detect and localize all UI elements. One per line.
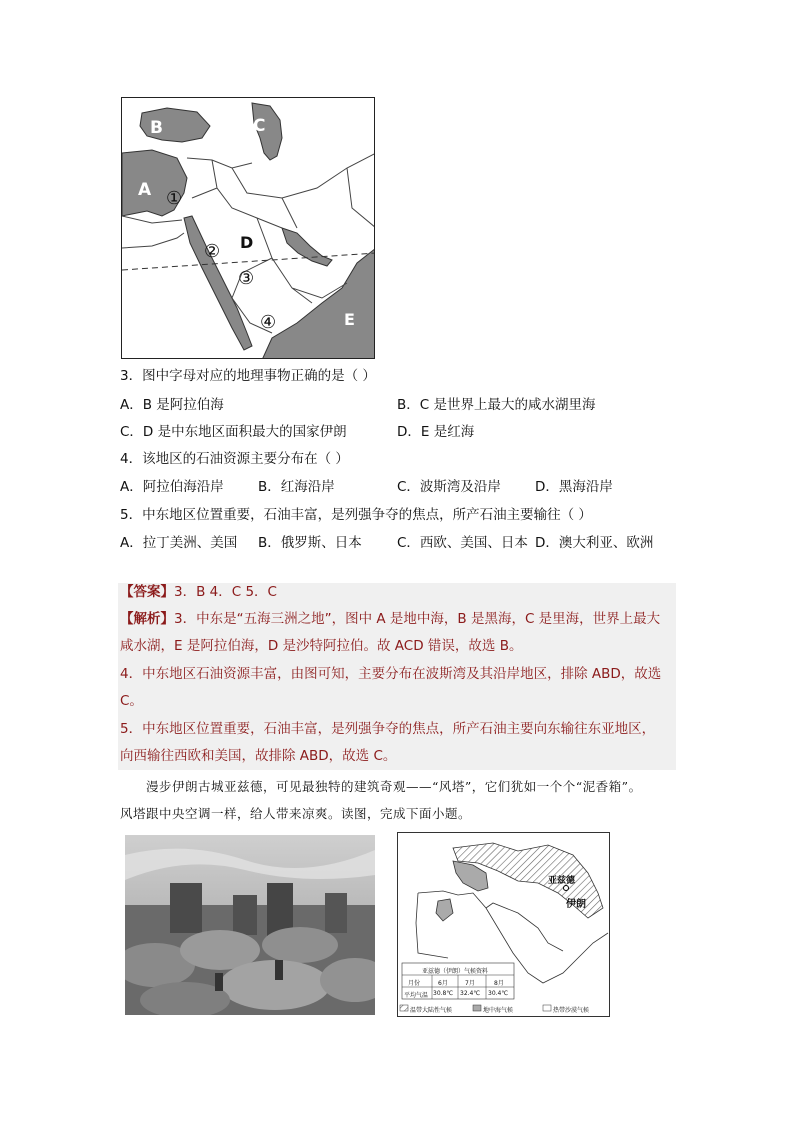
q5-stem: 5．中东地区位置重要，石油丰富，是列强争夺的焦点，所产石油主要输往（ ） (120, 507, 592, 523)
map-label-a: A (138, 180, 152, 200)
map-label-b: B (150, 118, 163, 138)
map-marker-2: ② (204, 241, 221, 262)
q3-option-b: B．C 是世界上最大的咸水湖里海 (397, 397, 596, 413)
q3-stem: 3．图中字母对应的地理事物正确的是（ ） (120, 368, 376, 384)
analysis-line-4: C。 (120, 693, 143, 709)
q4-option-d: D．黑海沿岸 (535, 479, 613, 495)
analysis-label: 【解析】 (120, 611, 174, 627)
q5-option-d: D．澳大利亚、欧洲 (535, 535, 654, 551)
map-marker-3: ③ (238, 268, 255, 289)
table-cell-jun: 6月 (438, 980, 448, 987)
analysis-line-5: 5．中东地区位置重要，石油丰富，是列强争夺的焦点，所产石油主要向东输往东亚地区， (120, 721, 656, 737)
passage-line-2: 风塔跟中央空调一样，给人带来凉爽。读图，完成下面小题。 (120, 806, 472, 821)
analysis-line-2: 咸水湖，E 是阿拉伯海，D 是沙特阿拉伯。故 ACD 错误，故选 B。 (120, 638, 523, 654)
table-cell-aug: 8月 (494, 980, 504, 987)
climate-map (397, 832, 610, 1017)
q3-option-d: D．E 是红海 (397, 424, 475, 440)
analysis-line-3: 4．中东地区石油资源丰富，由图可知，主要分布在波斯湾及其沿岸地区，排除 ABD，故选 (120, 666, 662, 682)
table-cell-jul-temp: 32.4℃ (460, 990, 481, 997)
answer-text: 3．B 4．C 5．C (174, 584, 277, 600)
table-cell-avg-temp: 平均气温 (404, 992, 429, 999)
q4-option-c: C．波斯湾及沿岸 (397, 479, 501, 495)
legend-mediterranean: 地中海气候 (483, 1007, 514, 1014)
analysis-text-1: 3．中东是“五海三洲之地”，图中 A 是地中海，B 是黑海，C 是里海，世界上最大 (174, 611, 661, 627)
passage-line-1: 漫步伊朗古城亚兹德，可见最独特的建筑奇观——“风塔”，它们犹如一个个“泥香箱”。 (146, 779, 642, 794)
q3-option-c: C．D 是中东地区面积最大的国家伊朗 (120, 424, 347, 440)
legend-temperate-continental: 温带大陆性气候 (410, 1007, 453, 1014)
table-cell-jul: 7月 (465, 980, 475, 987)
table-cell-jun-temp: 30.8℃ (433, 990, 454, 997)
q5-option-a: A．拉丁美洲、美国 (120, 535, 238, 551)
q4-option-a: A．阿拉伯海沿岸 (120, 479, 224, 495)
map-marker-1: ① (166, 188, 183, 209)
analysis-line-6: 向西输往西欧和美国，故排除 ABD，故选 C。 (120, 748, 397, 764)
q4-stem: 4．该地区的石油资源主要分布在（ ） (120, 451, 349, 467)
climate-table-title: 亚兹德（伊朗）气候资料 (422, 968, 489, 975)
answer-box (118, 583, 676, 770)
map-label-e: E (344, 310, 355, 329)
wind-tower-photo-graphic (125, 835, 375, 1015)
map-label-d: D (240, 233, 254, 252)
analysis-line-1 (120, 606, 660, 634)
q5-option-c: C．西欧、美国、日本 (397, 535, 528, 551)
legend-tropical-desert: 热带沙漠气候 (553, 1007, 590, 1014)
middle-east-map (121, 97, 375, 359)
q5-option-b: B．俄罗斯、日本 (258, 535, 362, 551)
q3-option-a: A．B 是阿拉伯海 (120, 397, 224, 413)
table-cell-aug-temp: 30.4℃ (488, 990, 509, 997)
map-marker-4: ④ (260, 312, 277, 333)
city-label: 亚兹德 (548, 876, 576, 886)
country-label: 伊朗 (566, 899, 586, 910)
q4-option-b: B．红海沿岸 (258, 479, 335, 495)
answer-label: 【答案】 (120, 584, 174, 600)
answer-line (120, 579, 277, 607)
map-label-c: C (253, 116, 266, 136)
wind-tower-photo (125, 835, 375, 1015)
table-cell-month: 月份 (408, 980, 421, 987)
